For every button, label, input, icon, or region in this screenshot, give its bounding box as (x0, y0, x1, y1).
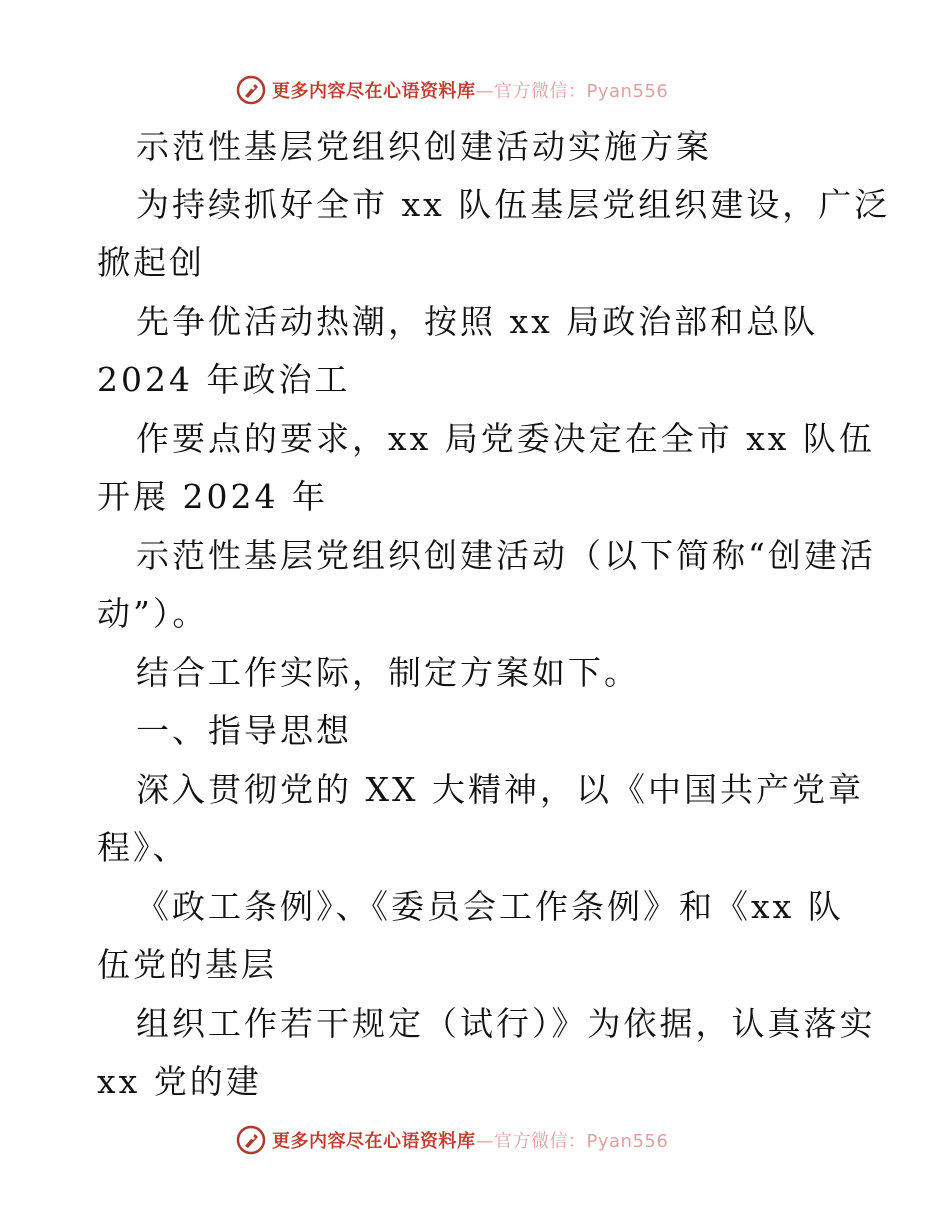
text-line: 为持续抓好全市 xx 队伍基层党组织建设，广泛 (136, 185, 891, 224)
banner-wechat: —官方微信：Pyan556 (475, 81, 669, 102)
banner-title: 更多内容尽在心语资料库 (272, 81, 476, 102)
banner-title: 更多内容尽在心语资料库 (272, 1131, 476, 1152)
pen-nib-logo-icon (236, 1125, 266, 1155)
banner-wechat: —官方微信：Pyan556 (475, 1131, 669, 1152)
pen-nib-logo-icon (236, 75, 266, 105)
text-line: 动”）。 (97, 594, 209, 633)
text-line: 结合工作实际，制定方案如下。 (136, 653, 640, 692)
text-line: 2024 年政治工 (97, 360, 351, 399)
text-line: 伍党的基层 (97, 945, 277, 984)
text-line: 深入贯彻党的 XX 大精神，以《中国共产党章 (136, 770, 864, 809)
document-title: 示范性基层党组织创建活动实施方案 (136, 127, 712, 166)
text-line: 示范性基层党组织创建活动（以下简称“创建活 (136, 536, 876, 575)
text-line: 开展 2024 年 (97, 477, 328, 516)
text-line: 先争优活动热潮，按照 xx 局政治部和总队 (136, 302, 819, 341)
text-line: 作要点的要求，xx 局党委决定在全市 xx 队伍 (136, 419, 875, 458)
text-line: 组织工作若干规定（试行）》为依据，认真落实 (136, 1004, 876, 1043)
header-banner (236, 73, 668, 107)
text-line: 《政工条例》、《委员会工作条例》和《xx 队 (136, 887, 844, 926)
text-line: 程》、 (97, 828, 189, 867)
section-heading: 一、指导思想 (136, 711, 352, 750)
text-line: xx 党的建 (97, 1062, 262, 1101)
footer-banner (236, 1123, 668, 1157)
text-line: 掀起创 (97, 243, 205, 282)
